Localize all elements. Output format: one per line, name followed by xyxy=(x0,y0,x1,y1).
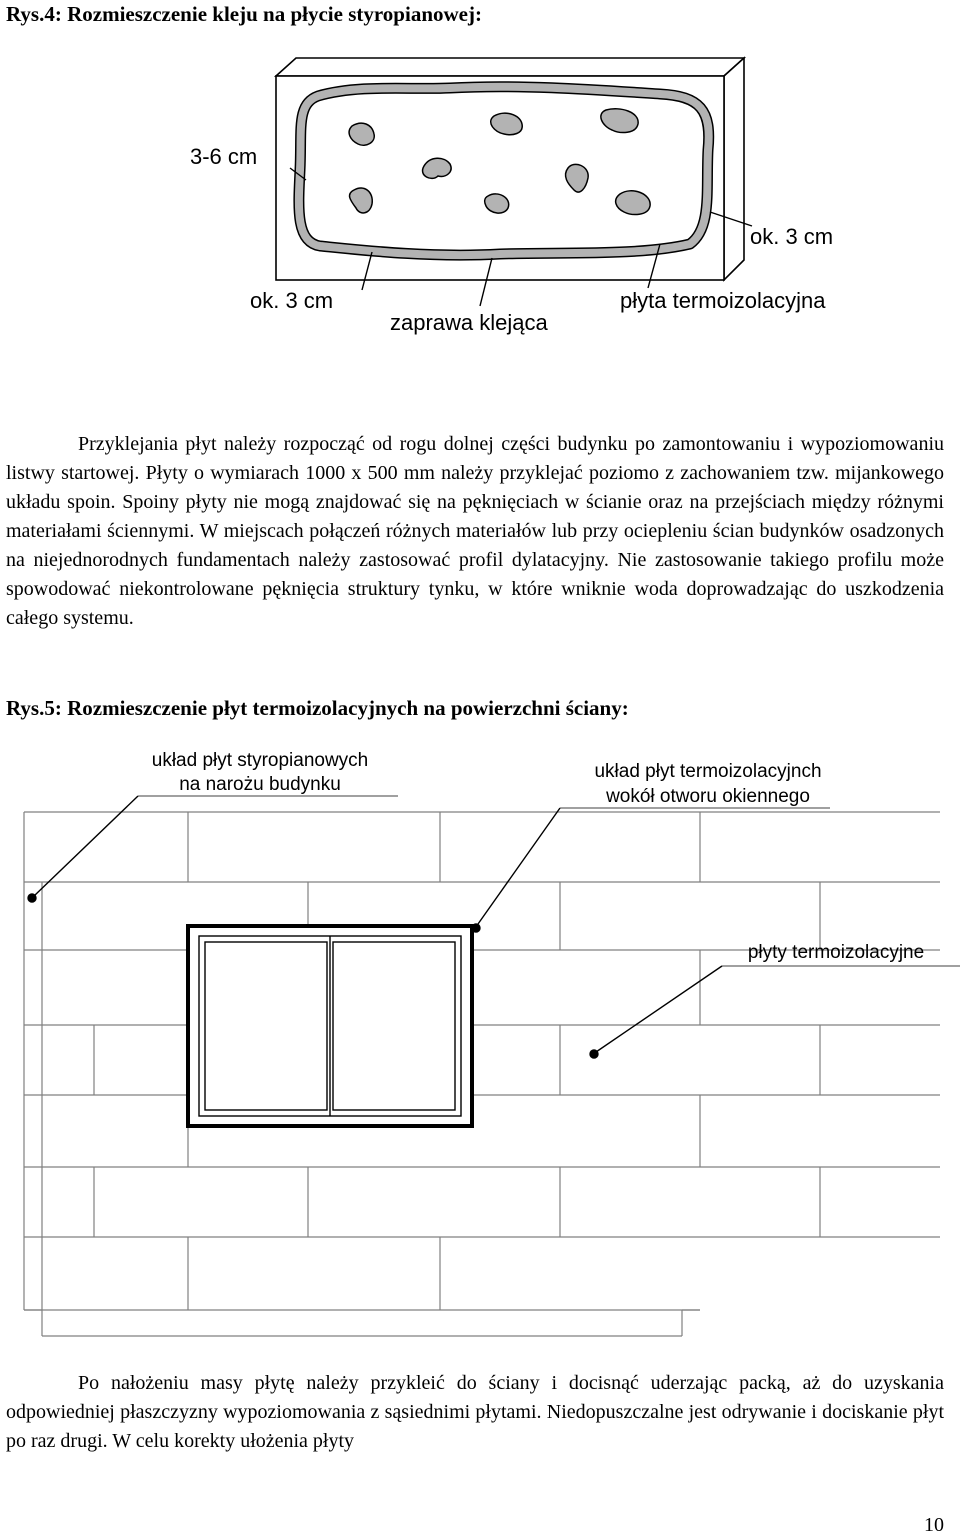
label-corner-line2: na narożu budynku xyxy=(179,774,341,795)
board-grid xyxy=(24,812,940,1336)
label-left-distance: ok. 3 cm xyxy=(250,288,334,313)
label-adhesive: zaprawa klejąca xyxy=(390,310,548,335)
adhesive-diagram xyxy=(0,0,960,420)
paragraph-1 xyxy=(6,430,944,633)
label-window-line1: układ płyt termoizolacyjnch xyxy=(594,761,822,782)
page-number: 10 xyxy=(924,1514,944,1536)
label-window-line2: wokół otworu okiennego xyxy=(606,786,810,807)
paragraph-1-text: Przyklejania płyt należy rozpocząć od rogu dolnej części budynku po zamontowaniu i wypoziomowaniu listwy startowej. Płyty o wymiarach 1000 x 500 mm należy przyklejać poziomo z zachowaniem tzw. mijankowego układu spoin. Spoiny płyty nie mogą znajdować się na pęknięciach w ścianie oraz na przejściach między różnymi materiałami ściennymi. W miejscach połączeń różnych materiałów lub przy ociepleniu ścian budynków osadzonych na niejednorodnych fundamentach należy zastosować profil dylatacyjny. Nie zastosowanie takiego profilu może spowodować niekontrolowane pęknięcia struktury tynku, w które wniknie woda doprowadzając do uszkodzenia całego systemu. xyxy=(6,433,944,629)
paragraph-2-text: Po nałożeniu masy płytę należy przykleić do ściany i docisnąć uderzając packą, aż do uzyskania odpowiedniej płaszczyzny wypoziomowania z sąsiednimi płytami. Niedopuszczalne jest odrywanie i dociskanie płyt po raz drugi. W celu korekty ułożenia płyty xyxy=(6,1372,944,1452)
label-right-distance: ok. 3 cm xyxy=(750,224,834,249)
paragraph-2 xyxy=(6,1369,944,1456)
figure-5-caption: Rys.5: Rozmieszczenie płyt termoizolacyjnych na powierzchni ściany: xyxy=(6,696,629,720)
label-corner-line1: układ płyt styropianowych xyxy=(151,750,369,771)
adhesive-blob xyxy=(616,191,651,215)
figure-4-caption: Rys.4: Rozmieszczenie kleju na płycie styropianowej: xyxy=(6,2,482,26)
window-opening xyxy=(188,926,472,1126)
label-board: płyta termoizolacyjna xyxy=(620,288,826,313)
label-edge-width: 3-6 cm xyxy=(190,144,258,169)
adhesive-blob xyxy=(485,194,509,213)
label-boards: płyty termoizolacyjne xyxy=(747,942,925,963)
wall-boards-diagram xyxy=(0,740,960,1360)
